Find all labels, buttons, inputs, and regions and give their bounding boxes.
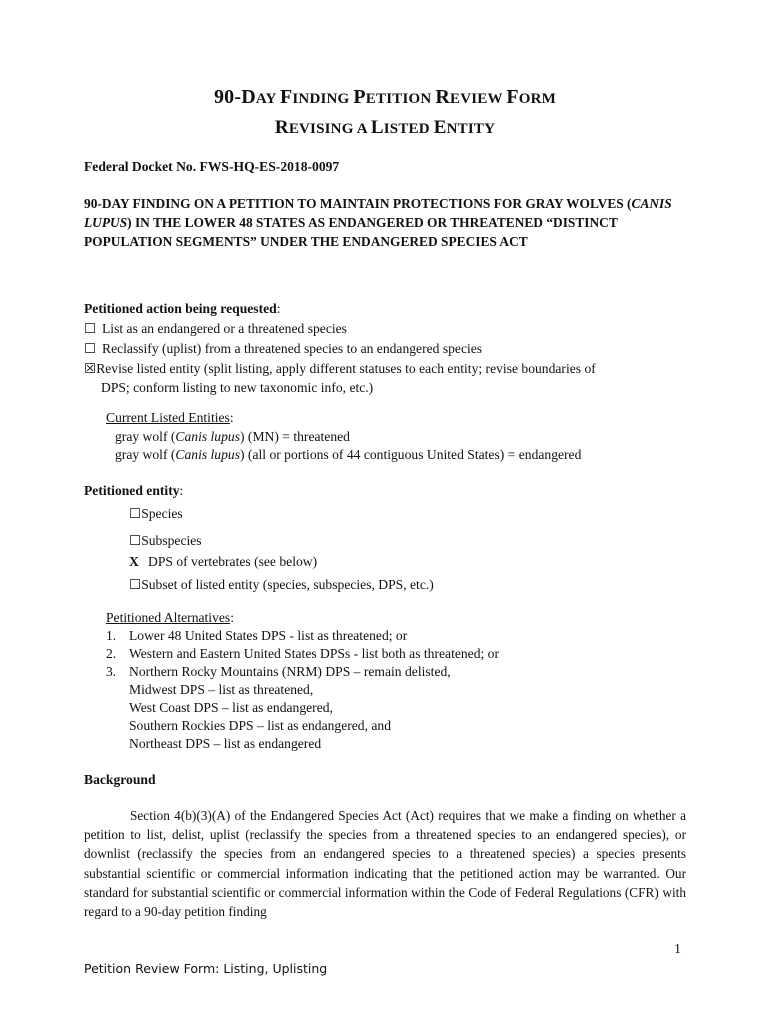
entity-option-species: ☐Species: [129, 506, 183, 521]
alternative-subitem: West Coast DPS – list as endangered,: [129, 700, 333, 715]
alternative-item: 3. Northern Rocky Mountains (NRM) DPS – remain delisted,: [106, 664, 451, 679]
current-listed-entry: gray wolf (Canis lupus) (all or portions of 44 contiguous United States) = endangered: [115, 447, 582, 462]
checkbox-icon: ☐: [84, 341, 97, 356]
x-mark-icon: X: [129, 554, 139, 569]
checkbox-icon: ☐: [129, 506, 142, 521]
docket-number: Federal Docket No. FWS-HQ-ES-2018-0097: [84, 159, 340, 174]
checkbox-icon: ☐: [84, 321, 97, 336]
petitioned-entity-label: Petitioned entity:: [84, 483, 184, 498]
action-option-revise: ☒Revise listed entity (split listing, apply different statuses to each entity; revise boundaries of: [84, 361, 596, 376]
current-listed-entry: gray wolf (Canis lupus) (MN) = threatened: [115, 429, 350, 444]
background-paragraph: Section 4(b)(3)(A) of the Endangered Species Act (Act) requires that we make a finding on whether a petition to list, delist, uplist (reclassify the species from a threatened species to an endangered species), or downlist (reclassify the species from an endangered species to a threatened species) a species presents substantial scientific or commercial information indicating that the petitioned action may be warranted. Our standard for substantial scientific or commercial information within the Code of Federal Regulations (CFR) with regard to a 90-day petition finding: [84, 808, 686, 920]
alternative-subitem: Northeast DPS – list as endangered: [129, 736, 322, 751]
checkbox-icon: ☐: [129, 533, 142, 548]
checkbox-icon: ☐: [129, 577, 142, 592]
background-heading: Background: [84, 772, 156, 787]
entity-option-dps: X DPS of vertebrates (see below): [129, 554, 318, 569]
action-option-reclassify: ☐ Reclassify (uplist) from a threatened species to an endangered species: [84, 341, 483, 356]
entity-option-subset: ☐Subset of listed entity (species, subspecies, DPS, etc.): [129, 577, 434, 592]
finding-heading: 90-DAY FINDING ON A PETITION TO MAINTAIN PROTECTIONS FOR GRAY WOLVES (CANIS LUPUS) IN THE LOWER 48 STATES AS ENDANGERED OR THREATENED “DISTINCT POPULATION SEGMENTS” UNDER THE ENDANGERED SPECIES ACT: [84, 196, 672, 249]
alternative-subitem: Midwest DPS – list as threatened,: [129, 682, 314, 697]
petitioned-action-label: Petitioned action being requested:: [84, 301, 281, 316]
alternative-item: 1. Lower 48 United States DPS - list as threatened; or: [106, 628, 408, 643]
alternatives-label: Petitioned Alternatives:: [106, 610, 234, 625]
current-listed-label: Current Listed Entities:: [106, 410, 234, 425]
form-title: 90-DAY FINDING PETITION REVIEW FORM: [213, 86, 557, 108]
page-number: 1: [674, 942, 681, 957]
entity-option-subspecies: ☐Subspecies: [129, 533, 202, 548]
action-option-revise-continued: DPS; conform listing to new taxonomic info, etc.): [101, 380, 374, 395]
action-option-list: ☐ List as an endangered or a threatened species: [84, 321, 347, 336]
form-subtitle: REVISING A LISTED ENTITY: [274, 117, 496, 138]
alternative-subitem: Southern Rockies DPS – list as endangered, and: [129, 718, 392, 733]
alternative-item: 2. Western and Eastern United States DPSs - list both as threatened; or: [106, 646, 500, 661]
checked-checkbox-icon: ☒: [84, 361, 97, 376]
page-footer: Petition Review Form: Listing, Uplisting: [84, 961, 328, 976]
